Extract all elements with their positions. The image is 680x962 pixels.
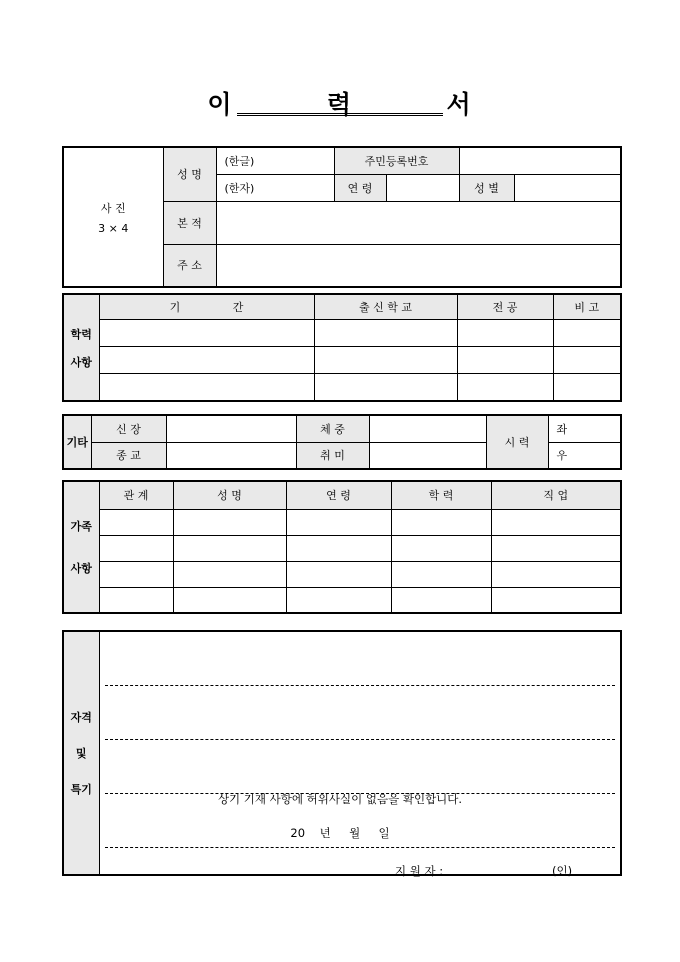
education-header-period: 기 간 bbox=[99, 294, 314, 319]
name-hanja-field[interactable]: (한자) bbox=[216, 174, 334, 201]
family-occupation-field[interactable] bbox=[491, 587, 621, 613]
family-relation-field[interactable] bbox=[99, 587, 173, 613]
family-age-field[interactable] bbox=[286, 561, 391, 587]
address-field[interactable] bbox=[216, 244, 621, 287]
applicant-label: 지 원 자 : bbox=[395, 864, 444, 878]
resident-number-field[interactable] bbox=[459, 147, 621, 174]
education-major-field[interactable] bbox=[457, 319, 553, 346]
photo-size-label: 3 × 4 bbox=[98, 221, 129, 235]
education-section-label bbox=[63, 294, 99, 401]
religion-label: 종 교 bbox=[91, 442, 166, 469]
family-relation-field[interactable] bbox=[99, 535, 173, 561]
qualification-label-line3: 특기 bbox=[70, 783, 92, 796]
age-label: 연 령 bbox=[334, 174, 386, 201]
education-section-label-line1: 학력 bbox=[70, 327, 92, 341]
family-age-field[interactable] bbox=[286, 535, 391, 561]
resident-number-label: 주민등록번호 bbox=[334, 147, 459, 174]
family-relation-field[interactable] bbox=[99, 509, 173, 535]
seal-label: (인) bbox=[552, 864, 573, 878]
education-school-field[interactable] bbox=[314, 346, 457, 373]
family-age-field[interactable] bbox=[286, 587, 391, 613]
family-section-label-line2: 사항 bbox=[70, 562, 92, 575]
education-period-field[interactable] bbox=[99, 373, 314, 401]
hobby-field[interactable] bbox=[369, 442, 486, 469]
date-line: 20 년 월 일 bbox=[290, 826, 390, 840]
qualification-label-line1: 자격 bbox=[70, 711, 92, 724]
weight-label: 체 중 bbox=[296, 415, 369, 442]
domicile-label: 본 적 bbox=[163, 201, 216, 244]
education-header-school: 출 신 학 교 bbox=[314, 294, 457, 319]
personal-info-table bbox=[62, 146, 622, 288]
family-table bbox=[62, 480, 622, 614]
height-field[interactable] bbox=[166, 415, 296, 442]
vision-label: 시 력 bbox=[486, 415, 548, 469]
dashed-writing-line[interactable] bbox=[105, 766, 616, 794]
photo-placeholder-cell[interactable] bbox=[63, 147, 163, 287]
height-label: 신 장 bbox=[91, 415, 166, 442]
name-hangul-field[interactable]: (한글) bbox=[216, 147, 334, 174]
education-table bbox=[62, 293, 622, 402]
family-education-field[interactable] bbox=[391, 535, 491, 561]
family-occupation-field[interactable] bbox=[491, 561, 621, 587]
family-name-field[interactable] bbox=[173, 561, 286, 587]
family-header-age: 연 령 bbox=[286, 481, 391, 509]
family-education-field[interactable] bbox=[391, 587, 491, 613]
family-header-education: 학 력 bbox=[391, 481, 491, 509]
name-label: 성 명 bbox=[163, 147, 216, 201]
domicile-field[interactable] bbox=[216, 201, 621, 244]
title-double-underline bbox=[237, 113, 443, 116]
etc-table bbox=[62, 414, 622, 470]
age-field[interactable] bbox=[386, 174, 459, 201]
family-name-field[interactable] bbox=[173, 509, 286, 535]
family-age-field[interactable] bbox=[286, 509, 391, 535]
qualification-label-line2: 및 bbox=[75, 747, 87, 760]
education-period-field[interactable] bbox=[99, 346, 314, 373]
vision-left-field[interactable]: 좌 bbox=[548, 415, 621, 442]
weight-field[interactable] bbox=[369, 415, 486, 442]
family-header-occupation: 직 업 bbox=[491, 481, 621, 509]
vision-right-field[interactable]: 우 bbox=[548, 442, 621, 469]
family-section-label-line1: 가족 bbox=[70, 520, 92, 533]
family-occupation-field[interactable] bbox=[491, 509, 621, 535]
family-header-relation: 관 계 bbox=[99, 481, 173, 509]
hobby-label: 취 미 bbox=[296, 442, 369, 469]
education-school-field[interactable] bbox=[314, 373, 457, 401]
education-note-field[interactable] bbox=[553, 319, 621, 346]
education-period-field[interactable] bbox=[99, 319, 314, 346]
applicant-row bbox=[0, 863, 680, 879]
education-note-field[interactable] bbox=[553, 346, 621, 373]
family-name-field[interactable] bbox=[173, 535, 286, 561]
education-school-field[interactable] bbox=[314, 319, 457, 346]
family-occupation-field[interactable] bbox=[491, 535, 621, 561]
dashed-writing-line[interactable] bbox=[105, 712, 616, 740]
etc-section-label: 기타 bbox=[63, 415, 91, 469]
family-relation-field[interactable] bbox=[99, 561, 173, 587]
education-section-label-line2: 사항 bbox=[70, 355, 92, 369]
gender-field[interactable] bbox=[514, 174, 621, 201]
form-title: 이 력 서 bbox=[207, 90, 473, 119]
address-label: 주 소 bbox=[163, 244, 216, 287]
education-header-note: 비 고 bbox=[553, 294, 621, 319]
education-major-field[interactable] bbox=[457, 346, 553, 373]
family-education-field[interactable] bbox=[391, 509, 491, 535]
family-education-field[interactable] bbox=[391, 561, 491, 587]
education-major-field[interactable] bbox=[457, 373, 553, 401]
education-header-major: 전 공 bbox=[457, 294, 553, 319]
education-note-field[interactable] bbox=[553, 373, 621, 401]
photo-label: 사 진 bbox=[100, 201, 126, 215]
family-name-field[interactable] bbox=[173, 587, 286, 613]
religion-field[interactable] bbox=[166, 442, 296, 469]
family-section-label bbox=[63, 481, 99, 613]
confirmation-statement: 상기 기재 사항에 허위사실이 없음을 확인합니다. bbox=[217, 792, 463, 806]
gender-label: 성 별 bbox=[459, 174, 514, 201]
family-header-name: 성 명 bbox=[173, 481, 286, 509]
dashed-writing-line[interactable] bbox=[105, 658, 616, 686]
